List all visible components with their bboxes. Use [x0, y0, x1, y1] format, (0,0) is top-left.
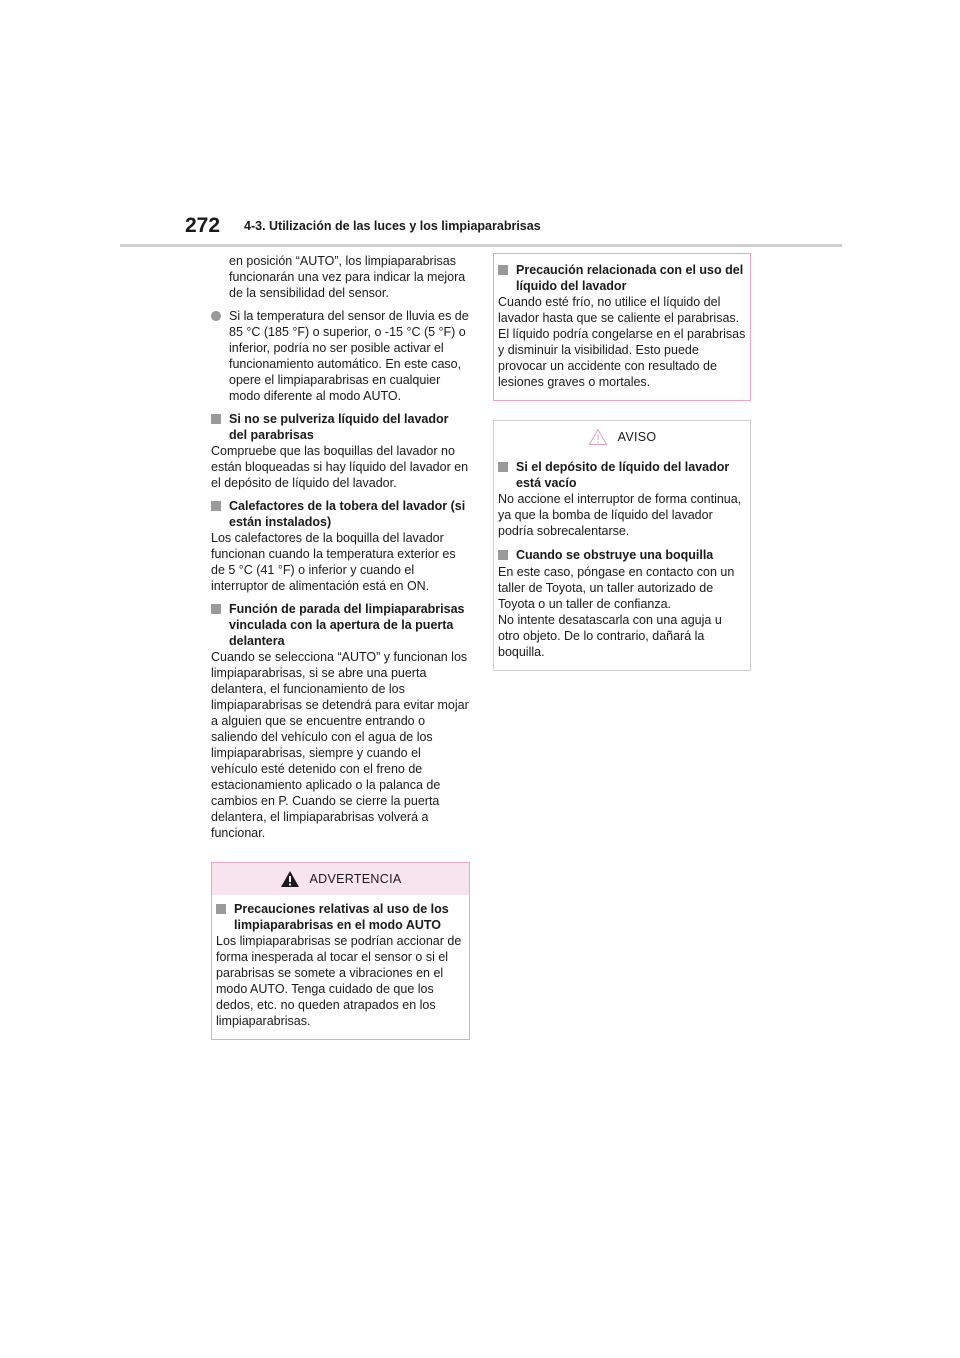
warning-box-header [212, 863, 469, 895]
page-number: 272 [185, 214, 221, 237]
temperature-bullet [211, 308, 469, 404]
intro-paragraph: en posición “AUTO”, los limpiaparabrisas funcionarán una vez para indicar la mejora de la sensibilidad del sensor. [229, 254, 466, 300]
section-title: 4-3. Utilización de las luces y los limpiaparabrisas [244, 219, 541, 233]
section-square-icon [211, 414, 221, 424]
notice-heading [498, 459, 746, 491]
section-square-icon [211, 501, 221, 511]
section-nozzle-heaters [211, 498, 469, 594]
warning-heading [216, 901, 465, 933]
section-square-icon [498, 462, 508, 472]
continued-warning-body: Cuando esté frío, no utilice el líquido del lavador hasta que se caliente el parabrisas. El líquido podría congelarse en el parabrisas y disminuir la visibilidad. Esto puede provocar un accidente con resultado de lesiones graves o mortales. [498, 295, 746, 389]
bullet-circle-icon [211, 311, 221, 321]
section-square-icon [498, 265, 508, 275]
notice-body: No accione el interruptor de forma continua, ya que la bomba de líquido del lavador podría sobrecalentarse. [498, 492, 742, 538]
continued-warning-heading-text: Precaución relacionada con el uso del líquido del lavador [516, 263, 744, 293]
warning-body: Los limpiaparabrisas se podrían accionar de forma inesperada al tocar el sensor o si el parabrisas se somete a vibraciones en el modo AUTO. Tenga cuidado de que los dedos, etc. no queden atrapados en los limpiaparabrisas. [216, 934, 462, 1028]
notice-box-title: AVISO [617, 430, 657, 444]
notice-heading-text: Si el depósito de líquido del lavador está vacío [516, 460, 730, 490]
warning-heading-text: Precauciones relativas al uso de los limpiaparabrisas en el modo AUTO [234, 902, 449, 932]
left-column [211, 253, 469, 841]
warning-triangle-icon [280, 870, 300, 888]
notice-triangle-icon [588, 428, 608, 446]
section-body: Los calefactores de la boquilla del lavador funcionan cuando la temperatura exterior es de 5 °C (41 °F) o inferior y cuando el interruptor de alimentación está en ON. [211, 531, 456, 593]
warning-box [211, 862, 470, 1040]
notice-box [493, 420, 751, 671]
section-body: Cuando se selecciona “AUTO” y funcionan los limpiaparabrisas, si se abre una puerta delantera, el funcionamiento de los limpiaparabrisas se detendrá para evitar mojar a alguien que se encuentre entrando o saliendo del vehículo con el agua de los limpiaparabrisas, siempre y cuando el vehículo esté detenido con el freno de estacionamiento aplicado o la palanca de cambios en P. Cuando se cierre la puerta delantera, el limpiaparabrisas volverá a funcionar. [211, 650, 469, 840]
continued-warning-heading [498, 262, 746, 294]
section-heading: Función de parada del limpiaparabrisas vinculada con la apertura de la puerta delantera [229, 602, 465, 648]
section-square-icon [498, 550, 508, 560]
section-body: Compruebe que las boquillas del lavador no están bloqueadas si hay líquido del lavador en el depósito de líquido del lavador. [211, 444, 469, 490]
notice-heading [498, 547, 746, 564]
section-door-stop [211, 601, 469, 841]
section-square-icon [211, 604, 221, 614]
section-heading: Si no se pulveriza líquido del lavador del parabrisas [229, 412, 449, 442]
notice-box-header [494, 421, 750, 453]
section-no-spray [211, 411, 469, 491]
section-heading: Calefactores de la tobera del lavador (si están instalados) [229, 499, 466, 529]
notice-heading-text: Cuando se obstruye una boquilla [516, 548, 714, 562]
temperature-bullet-text: Si la temperatura del sensor de lluvia es de 85 °C (185 °F) o superior, o -15 °C (5 °F) o inferior, podría no ser posible activar el funcionamiento automático. En este caso, opere el limpiaparabrisas en cualquier modo diferente al modo AUTO. [229, 309, 469, 403]
notice-body-continued: No intente desatascarla con una aguja u otro objeto. De lo contrario, dañará la boquilla. [498, 613, 722, 659]
warning-box-title: ADVERTENCIA [309, 872, 402, 886]
header-divider [120, 244, 842, 247]
notice-body: En este caso, póngase en contacto con un taller de Toyota, un taller autorizado de Toyota o un taller de confianza. [498, 565, 735, 611]
continued-warning-box [493, 253, 751, 401]
section-square-icon [216, 904, 226, 914]
